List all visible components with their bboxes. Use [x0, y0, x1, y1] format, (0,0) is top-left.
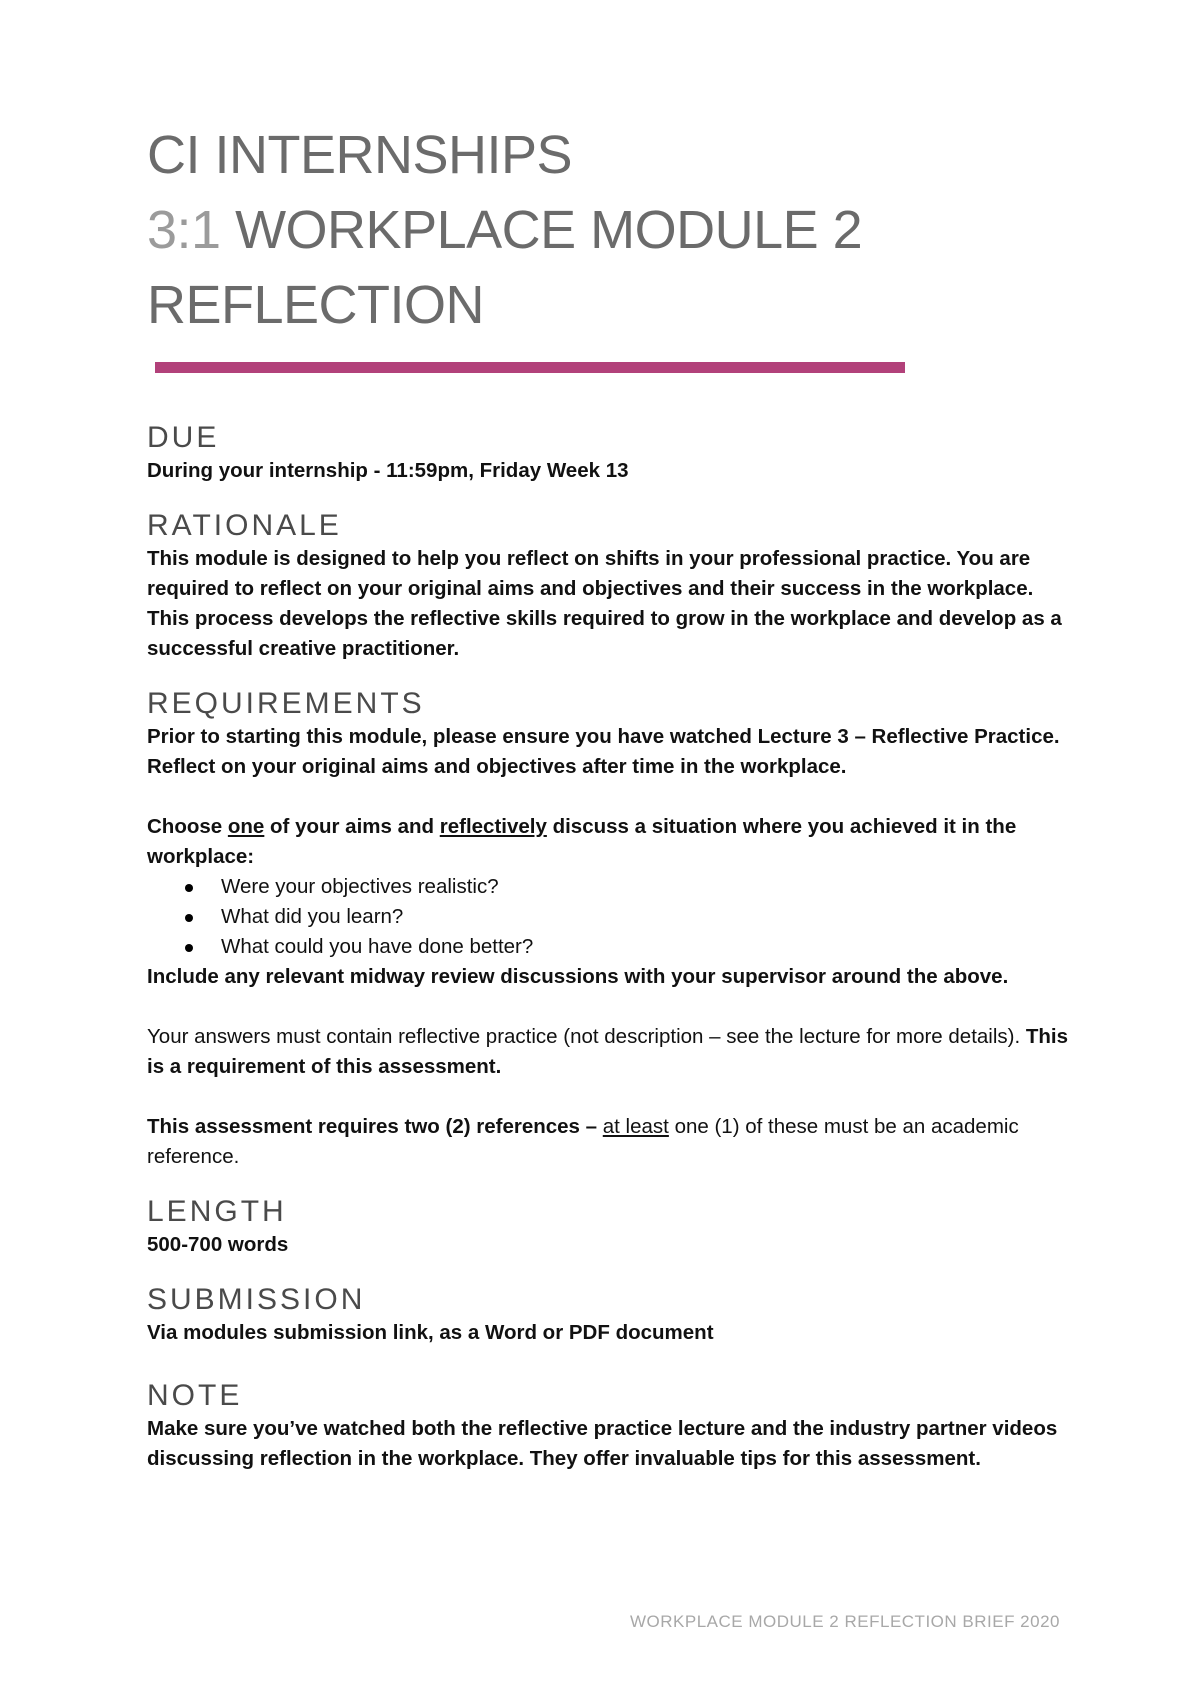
- requirements-choose: [147, 812, 1077, 872]
- note-text: Make sure you’ve watched both the reflective practice lecture and the industry partner videos discussing reflection in the workplace. They offer invaluable tips for this assessment.: [147, 1417, 1058, 1470]
- requirements-intro: Prior to starting this module, please ensure you have watched Lecture 3 – Reflective Practice. Reflect on your original aims and objectives after time in the workplace.: [147, 725, 1060, 778]
- title-line-3: REFLECTION: [147, 275, 485, 335]
- bullet-icon: [185, 914, 193, 922]
- rationale-text: This module is designed to help you reflect on shifts in your professional practice. You are required to reflect on your original aims and objectives and their success in the workplace. This process develops the reflective skills required to grow in the workplace and develop as a successful creative practitioner.: [147, 547, 1062, 660]
- page-footer: WORKPLACE MODULE 2 REFLECTION BRIEF 2020: [630, 1612, 1060, 1631]
- list-item-text: What could you have done better?: [221, 935, 534, 958]
- section-due: [147, 420, 1077, 486]
- heading-due: DUE: [147, 421, 220, 454]
- list-item: [147, 902, 1077, 932]
- list-item: [147, 932, 1077, 962]
- requirements-include: Include any relevant midway review discussions with your supervisor around the above.: [147, 965, 1009, 988]
- choose-text-a: Choose: [147, 815, 228, 838]
- section-length: [147, 1194, 1077, 1260]
- list-item-text: Were your objectives realistic?: [221, 875, 499, 898]
- references-at-least-underlined: at least: [602, 1115, 669, 1138]
- references-text: one (1) of these must be an academic reference.: [147, 1115, 1019, 1168]
- title-line-1: CI INTERNSHIPS: [147, 125, 573, 185]
- accent-divider: [155, 362, 905, 373]
- heading-note: NOTE: [147, 1379, 243, 1412]
- section-submission: [147, 1282, 1077, 1348]
- choose-reflectively-underlined: reflectively: [439, 815, 547, 838]
- list-item-text: What did you learn?: [221, 905, 404, 928]
- title-module-number: 3:1: [147, 200, 221, 260]
- length-text: 500-700 words: [147, 1233, 289, 1256]
- section-note: [147, 1378, 1077, 1474]
- heading-requirements: REQUIREMENTS: [147, 687, 425, 720]
- title-line-2: [147, 193, 1047, 268]
- heading-rationale: RATIONALE: [147, 509, 342, 542]
- choose-text-b: of your aims and: [264, 815, 440, 838]
- requirements-question-list: [147, 872, 1077, 962]
- answers-text: Your answers must contain reflective practice (not description – see the lecture for more details).: [147, 1025, 1026, 1048]
- bullet-icon: [185, 884, 193, 892]
- references-dash: –: [579, 1115, 603, 1138]
- requirements-answers: [147, 1022, 1077, 1082]
- section-requirements: [147, 686, 1077, 1172]
- answers-requirement-bold: This is a requirement of this assessment.: [147, 1025, 1069, 1078]
- document-title: [147, 118, 1047, 343]
- section-rationale: [147, 508, 1077, 664]
- bullet-icon: [185, 944, 193, 952]
- list-item: [147, 872, 1077, 902]
- heading-length: LENGTH: [147, 1195, 287, 1228]
- due-text: During your internship - 11:59pm, Friday Week 13: [147, 459, 629, 482]
- choose-text-c: discuss a situation where you achieved it in the workplace:: [147, 815, 1017, 868]
- title-module-name: WORKPLACE MODULE 2: [220, 200, 863, 260]
- choose-one-underlined: one: [227, 815, 265, 838]
- references-bold: This assessment requires two (2) references: [147, 1115, 580, 1138]
- heading-submission: SUBMISSION: [147, 1283, 366, 1316]
- document-body: [147, 420, 1077, 1474]
- requirements-references: [147, 1112, 1077, 1172]
- submission-text: Via modules submission link, as a Word or PDF document: [147, 1321, 714, 1344]
